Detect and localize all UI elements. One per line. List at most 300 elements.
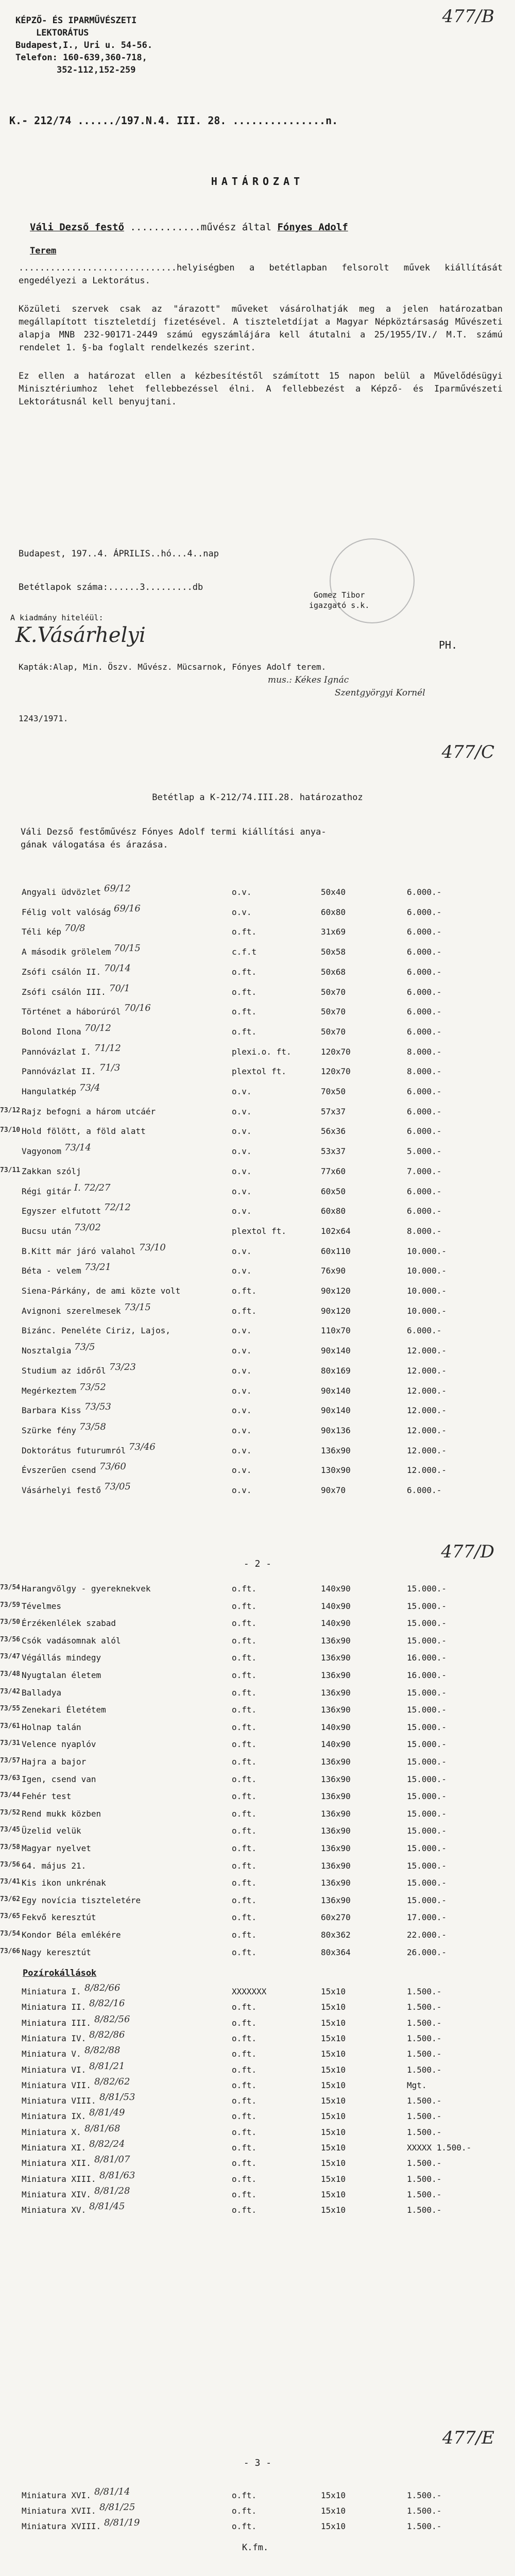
- table-row: [0, 1441, 515, 1459]
- page-number: - 3 -: [243, 2458, 272, 2468]
- price: 12.000.-: [407, 1365, 447, 1376]
- inventory-number: 72/12: [104, 1202, 131, 1213]
- inventory-number: 70/1: [109, 982, 130, 994]
- technique: o.ft.: [232, 2158, 257, 2168]
- inventory-number: 8/81/14: [94, 2486, 130, 2497]
- row-number: 73/65: [0, 1912, 21, 1921]
- price: 1.500.-: [407, 1987, 442, 1996]
- page-id: 477/D: [441, 1541, 494, 1562]
- inventory-number: 73/14: [64, 1142, 91, 1154]
- artwork-title: Bizánc. Peneléte Ciriz, Lajos,: [22, 1326, 170, 1336]
- artwork-title: Zsófi csálón III.: [22, 987, 106, 997]
- technique: o.v.: [232, 907, 252, 917]
- price: 6.000.-: [407, 927, 442, 937]
- technique: o.ft.: [232, 2189, 257, 2199]
- artwork-title: Nagy keresztút: [22, 1947, 91, 1957]
- page-enclosure-2: [0, 1535, 515, 2421]
- table-row: [0, 1616, 515, 1632]
- inventory-number: 73/21: [84, 1262, 111, 1273]
- table-row: [0, 2185, 515, 2203]
- technique: o.v.: [232, 1425, 252, 1435]
- signature-mark: K.fm.: [242, 2543, 269, 2553]
- artwork-title: Miniatura VI.: [22, 2064, 87, 2075]
- table-row: [0, 1876, 515, 1891]
- artwork-title: Miniatura I.: [22, 1987, 81, 1996]
- fee-paragraph: Közületi szervek csak az "árazott" műveket vásárolhatják meg a jelen határozatban megállapított tiszteletdíj fizetésével. A tiszteletdíjat a Magyar Népköztársaság Művészeti alapja MNB 232-90171-2449 számú egyszámlájára kell átutalni a 25/1955/IV./ M.T. számú rendelet 1. §-ba foglalt rendelkezés szerint.: [19, 304, 503, 353]
- technique: o.ft.: [232, 1878, 257, 1888]
- inventory-number: 8/82/56: [94, 2013, 130, 2025]
- row-number: 73/55: [0, 1705, 21, 1713]
- table-row: [0, 2504, 515, 2519]
- technique: o.ft.: [232, 1286, 257, 1296]
- dimensions: 110x70: [321, 1326, 351, 1336]
- technique: o.ft.: [232, 1843, 257, 1853]
- technique: o.ft.: [232, 1026, 257, 1037]
- table-row: [0, 1381, 515, 1399]
- price: 8.000.-: [407, 1226, 442, 1236]
- technique: o.ft.: [232, 2033, 257, 2043]
- artwork-title: Velence nyaplóv: [22, 1739, 96, 1750]
- technique: o.v.: [232, 1405, 252, 1416]
- technique: o.ft.: [232, 2490, 257, 2500]
- dimensions: 60x80: [321, 1206, 346, 1216]
- dimensions: 50x68: [321, 967, 346, 977]
- inventory-number: 73/23: [109, 1361, 136, 1372]
- table-row: [0, 1344, 515, 1359]
- dimensions: 53x37: [321, 1146, 346, 1157]
- inventory-number: 8/82/88: [84, 2045, 121, 2056]
- dimensions: 60x80: [321, 907, 346, 917]
- dimensions: 90x140: [321, 1385, 351, 1396]
- artwork-title: Történet a háborúról: [22, 1007, 121, 1017]
- inventory-number: 69/16: [114, 903, 141, 914]
- handwritten-note: Szentgyörgyi Kornél: [335, 688, 425, 698]
- price: 15.000.-: [407, 1584, 447, 1594]
- recipients-line: Kapták:Alap, Min. Öszv. Művész. Mücsarnok, Fónyes Adolf terem.: [19, 662, 327, 672]
- table-row: [0, 1668, 515, 1684]
- price: 6.000.-: [407, 1026, 442, 1037]
- row-number: 73/57: [0, 1757, 21, 1765]
- technique: o.ft.: [232, 1912, 257, 1923]
- artwork-title: Holnap talán: [22, 1722, 81, 1732]
- technique: o.ft.: [232, 1653, 257, 1663]
- table-row: [0, 2203, 515, 2218]
- permission-text: ..............................helyiségben a betétlapban felsorolt művek kiállítását engedélyezi a Lektorátus.: [19, 263, 503, 286]
- dimensions: 15x10: [321, 1987, 346, 1996]
- dimensions: 70x50: [321, 1087, 346, 1096]
- table-row: [0, 1244, 515, 1260]
- artwork-title: Érzékenlélek szabad: [22, 1618, 116, 1629]
- row-number: 73/48: [0, 1670, 21, 1678]
- technique: XXXXXXX: [232, 1987, 267, 1996]
- row-number: 73/54: [0, 1584, 21, 1591]
- price: 6.000.-: [407, 1126, 442, 1137]
- row-number: 73/12: [0, 1106, 21, 1114]
- artwork-title: Studium az időről: [22, 1365, 106, 1376]
- inventory-number: 73/60: [99, 1461, 126, 1472]
- technique: o.v.: [232, 1346, 252, 1356]
- artwork-title: Miniatura XV.: [22, 2205, 87, 2215]
- artwork-title: Igen, csend van: [22, 1774, 96, 1784]
- institution-header: [15, 14, 152, 76]
- technique: o.ft.: [232, 987, 257, 997]
- table-row: [0, 1599, 515, 1615]
- technique: o.ft.: [232, 2506, 257, 2516]
- artwork-title: Szürke fény: [22, 1425, 76, 1435]
- technique: o.ft.: [232, 2111, 257, 2122]
- artwork-title: Rend mukk közben: [22, 1808, 101, 1819]
- dimensions: 136x90: [321, 1670, 351, 1680]
- price: 6.000.-: [407, 1186, 442, 1196]
- price: 6.000.-: [407, 1326, 442, 1336]
- artwork-title: Miniatura X.: [22, 2127, 81, 2137]
- row-number: 73/31: [0, 1739, 21, 1748]
- table-row: [0, 1124, 515, 1140]
- header-line: LEKTORÁTUS: [36, 28, 89, 38]
- row-number: 73/61: [0, 1722, 21, 1730]
- table-row: [0, 1204, 515, 1219]
- table-row: [0, 2078, 515, 2094]
- table-row: [0, 1105, 515, 1120]
- row-number: 73/50: [0, 1618, 21, 1626]
- technique: o.ft.: [232, 1947, 257, 1957]
- inventory-number: 8/82/62: [94, 2076, 130, 2087]
- header-line: KÉPZŐ- ÉS IPARMŰVÉSZETI: [15, 15, 137, 26]
- dimensions: 136x90: [321, 1808, 351, 1819]
- technique: o.ft.: [232, 2096, 257, 2106]
- price: 6.000.-: [407, 907, 442, 917]
- table-row: [0, 2519, 515, 2535]
- price: 1.500.-: [407, 2174, 442, 2184]
- table-row: [0, 1651, 515, 1666]
- inventory-number: 8/81/28: [94, 2185, 130, 2196]
- artwork-title: Fekvő keresztút: [22, 1912, 96, 1923]
- table-row: [0, 2141, 515, 2156]
- technique: o.v.: [232, 1186, 252, 1196]
- page-id: 477/C: [441, 742, 494, 762]
- technique: o.ft.: [232, 1930, 257, 1940]
- table-row: [0, 1324, 515, 1339]
- table-row: [0, 2094, 515, 2109]
- dimensions: 57x37: [321, 1106, 346, 1116]
- artwork-title: Doktorátus futurumról: [22, 1445, 126, 1455]
- table-row: [0, 905, 515, 921]
- technique: o.ft.: [232, 2018, 257, 2028]
- price: 8.000.-: [407, 1066, 442, 1077]
- artwork-title: Egyszer elfutott: [22, 1206, 101, 1216]
- price: 15.000.-: [407, 1774, 447, 1784]
- inventory-number: 8/82/86: [89, 2029, 125, 2040]
- decision-body: [19, 245, 503, 424]
- row-number: 73/47: [0, 1653, 21, 1661]
- table-row: [0, 962, 515, 980]
- technique: o.ft.: [232, 1895, 257, 1905]
- dimensions: 80x362: [321, 1930, 351, 1940]
- technique: o.v.: [232, 1246, 252, 1256]
- table-row: [0, 1423, 515, 1439]
- table-row: [0, 1910, 515, 1926]
- price: 1.500.-: [407, 2111, 442, 2122]
- price: 5.000.-: [407, 1146, 442, 1157]
- header-line: Telefon: 160-639,360-718,: [15, 53, 147, 63]
- table-row: [0, 1301, 515, 1319]
- dimensions: 120x70: [321, 1066, 351, 1077]
- dimensions: 140x90: [321, 1618, 351, 1629]
- inventory-number: 8/81/63: [99, 2170, 135, 2181]
- inventory-number: 70/14: [104, 962, 131, 974]
- inventory-number: 73/58: [79, 1421, 106, 1432]
- technique: plextol ft.: [232, 1226, 286, 1236]
- technique: o.v.: [232, 1485, 252, 1495]
- artwork-title: Régi gitár: [22, 1186, 72, 1196]
- dimensions: 80x364: [321, 1947, 351, 1957]
- artwork-title: Barbara Kiss: [22, 1405, 81, 1416]
- dimensions: 15x10: [321, 2189, 346, 2199]
- row-number: 73/42: [0, 1687, 21, 1696]
- price: 15.000.-: [407, 1601, 447, 1611]
- row-number: 73/54: [0, 1930, 21, 1938]
- inventory-number: 73/4: [79, 1082, 100, 1093]
- price: 10.000.-: [407, 1286, 447, 1296]
- artwork-title: Hold fölött, a föld alatt: [22, 1126, 146, 1137]
- dimensions: 77x60: [321, 1166, 346, 1176]
- inventory-number: 73/5: [74, 1342, 95, 1353]
- table-row: [0, 2013, 515, 2031]
- artwork-title: Hangulatkép: [22, 1087, 76, 1096]
- dimensions: 15x10: [321, 2127, 346, 2137]
- inventory-number: 73/52: [79, 1381, 106, 1393]
- table-row: [0, 1859, 515, 1874]
- table-row: [0, 1634, 515, 1649]
- inventory-number: 70/8: [64, 923, 85, 934]
- artwork-title: Nosztalgia: [22, 1346, 72, 1356]
- dimensions: 136x90: [321, 1843, 351, 1853]
- inventory-number: 8/82/66: [84, 1982, 121, 1993]
- inventory-number: 8/81/25: [99, 2502, 135, 2513]
- price: 15.000.-: [407, 1739, 447, 1750]
- table-row: [0, 2031, 515, 2047]
- artwork-title: Évszerűen csend: [22, 1465, 96, 1476]
- artwork-title: Tévelmes: [22, 1601, 62, 1611]
- price: 15.000.-: [407, 1705, 447, 1715]
- table-row: [0, 1582, 515, 1597]
- dimensions: 90x120: [321, 1306, 351, 1316]
- price: 1.500.-: [407, 2033, 442, 2043]
- document-number: 1243/1971.: [19, 714, 68, 723]
- technique: o.ft.: [232, 2064, 257, 2075]
- row-number: 73/63: [0, 1774, 21, 1782]
- dimensions: 15x10: [321, 2521, 346, 2531]
- intro-line: gának válogatása és árazása.: [21, 840, 168, 850]
- enclosure-count: Betétlapok száma:......3.........db: [19, 582, 203, 592]
- technique: o.ft.: [232, 1306, 257, 1316]
- price: 15.000.-: [407, 1843, 447, 1853]
- technique: o.ft.: [232, 1687, 257, 1698]
- technique: c.f.t: [232, 947, 257, 957]
- technique: o.ft.: [232, 2049, 257, 2059]
- inventory-number: 71/3: [99, 1062, 121, 1074]
- table-row: [0, 1284, 515, 1299]
- price: 15.000.-: [407, 1791, 447, 1802]
- technique: o.v.: [232, 1465, 252, 1476]
- inventory-number: 8/81/19: [104, 2517, 140, 2528]
- price: 6.000.-: [407, 1087, 442, 1096]
- dimensions: 56x36: [321, 1126, 346, 1137]
- inventory-number: 70/12: [84, 1022, 111, 1033]
- inventory-number: 8/81/07: [94, 2154, 130, 2165]
- price: 6.000.-: [407, 967, 442, 977]
- page-number: - 2 -: [243, 1558, 272, 1569]
- artwork-title: 64. május 21.: [22, 1860, 87, 1871]
- table-row: [0, 1893, 515, 1909]
- dimensions: 76x90: [321, 1266, 346, 1276]
- table-row: [0, 925, 515, 940]
- artwork-title: Zakkan szólj: [22, 1166, 81, 1176]
- row-number: 73/56: [0, 1860, 21, 1869]
- technique: plextol ft.: [232, 1066, 286, 1077]
- table-row: [0, 1005, 515, 1020]
- artwork-title: Miniatura IX.: [22, 2111, 87, 2122]
- technique: o.ft.: [232, 2521, 257, 2531]
- price: 12.000.-: [407, 1465, 447, 1476]
- inventory-number: 70/16: [124, 1003, 151, 1014]
- row-number: 73/66: [0, 1947, 21, 1955]
- technique: o.v.: [232, 1206, 252, 1216]
- price: 12.000.-: [407, 1425, 447, 1435]
- dimensions: 15x10: [321, 2205, 346, 2215]
- price: 8.000.-: [407, 1046, 442, 1057]
- price: 16.000.-: [407, 1670, 447, 1680]
- technique: o.v.: [232, 1365, 252, 1376]
- table-row: [0, 1022, 515, 1040]
- technique: o.v.: [232, 1146, 252, 1157]
- price: 6.000.-: [407, 1106, 442, 1116]
- technique: o.v.: [232, 1126, 252, 1137]
- row-number: 73/41: [0, 1878, 21, 1886]
- table-row: [0, 1164, 515, 1180]
- dimensions: 120x70: [321, 1046, 351, 1057]
- price: 6.000.-: [407, 887, 442, 897]
- artwork-title: B.Kitt már járó valahol: [22, 1246, 136, 1256]
- price: 22.000.-: [407, 1930, 447, 1940]
- technique: o.ft.: [232, 2080, 257, 2090]
- table-row: [0, 1084, 515, 1100]
- inventory-number: 73/02: [74, 1222, 101, 1233]
- table-row: [0, 1703, 515, 1718]
- dimensions: 60x270: [321, 1912, 351, 1923]
- dimensions: 15x10: [321, 2002, 346, 2012]
- artwork-title: A második grölelem: [22, 947, 111, 957]
- dimensions: 140x90: [321, 1601, 351, 1611]
- price: 6.000.-: [407, 947, 442, 957]
- intro-line: Váli Dezső festőművész Fónyes Adolf termi kiállítási anya-: [21, 827, 327, 837]
- dimensions: 136x90: [321, 1774, 351, 1784]
- dimensions: 136x90: [321, 1757, 351, 1767]
- technique: o.ft.: [232, 2002, 257, 2012]
- table-row: [0, 2060, 515, 2078]
- artwork-title: Egy novícia tiszteletére: [22, 1895, 141, 1905]
- technique: o.ft.: [232, 1670, 257, 1680]
- artwork-title: Miniatura V.: [22, 2049, 81, 2059]
- technique: o.v.: [232, 1266, 252, 1276]
- artwork-title: Hajra a bajor: [22, 1757, 87, 1767]
- table-row: [0, 1686, 515, 1701]
- dimensions: 15x10: [321, 2158, 346, 2168]
- appeal-paragraph: Ez ellen a határozat ellen a kézbesítéstől számított 15 napon belül a Művelődésügyi Minisztériumhoz lehet fellebbezéssel élni. A fellebbezést a Képző- és Iparművészeti Lektorátusnál kell benyujtani.: [19, 371, 503, 407]
- table-row: [0, 1928, 515, 1943]
- artwork-title: Miniatura XI.: [22, 2143, 87, 2153]
- technique: o.ft.: [232, 1739, 257, 1750]
- price: 1.500.-: [407, 2506, 442, 2516]
- table-row: [0, 1737, 515, 1753]
- price: 6.000.-: [407, 1007, 442, 1017]
- technique: o.ft.: [232, 1601, 257, 1611]
- dimensions: 15x10: [321, 2143, 346, 2153]
- price: 1.500.-: [407, 2096, 442, 2106]
- venue-name-2: Terem: [30, 246, 57, 256]
- table-row: [0, 1824, 515, 1839]
- artwork-title: Miniatura II.: [22, 2002, 87, 2012]
- artwork-title: Miniatura XVIII.: [22, 2521, 101, 2531]
- inventory-number: 8/82/16: [89, 1998, 125, 2009]
- dimensions: 15x10: [321, 2064, 346, 2075]
- artwork-title: Vásárhelyi festő: [22, 1485, 101, 1495]
- dimensions: 136x90: [321, 1860, 351, 1871]
- inventory-number: 71/12: [94, 1042, 121, 1054]
- dimensions: 15x10: [321, 2049, 346, 2059]
- dimensions: 50x58: [321, 947, 346, 957]
- price: 16.000.-: [407, 1653, 447, 1663]
- technique: o.v.: [232, 1385, 252, 1396]
- table-row: [0, 2000, 515, 2015]
- technique: o.ft.: [232, 1705, 257, 1715]
- table-row: [0, 1807, 515, 1822]
- artwork-title: Kis ikon unkrénak: [22, 1878, 106, 1888]
- price: 1.500.-: [407, 2002, 442, 2012]
- artwork-title: Balladya: [22, 1687, 62, 1698]
- page-enclosure-3: [0, 2421, 515, 2576]
- section-label: Pozírokállások: [23, 1968, 97, 1978]
- technique: o.ft.: [232, 1635, 257, 1646]
- reference-number: K.- 212/74 ....../197.N.4. III. 28. ...............n.: [9, 114, 338, 127]
- technique: o.ft.: [232, 1791, 257, 1802]
- dimensions: 136x90: [321, 1653, 351, 1663]
- table-row: [0, 1224, 515, 1240]
- row-number: 73/44: [0, 1791, 21, 1800]
- artwork-title: Üzelid velük: [22, 1826, 81, 1836]
- artwork-title: Miniatura IV.: [22, 2033, 87, 2043]
- artwork-title: Magyar nyelvet: [22, 1843, 91, 1853]
- dimensions: 50x70: [321, 1007, 346, 1017]
- technique: o.ft.: [232, 2127, 257, 2137]
- inventory-number: 69/12: [104, 883, 131, 894]
- technique: plexi.o. ft.: [232, 1046, 291, 1057]
- artwork-title: Siena-Párkány, de ami közte volt: [22, 1286, 181, 1296]
- issue-date: Budapest, 197..4. ÁPRILIS..hó...4..nap: [19, 549, 219, 559]
- signature: K.Vásárhelyi: [15, 623, 146, 647]
- dimensions: 90x140: [321, 1346, 351, 1356]
- artist-name: Váli Dezső festő: [30, 222, 125, 233]
- row-number: 73/58: [0, 1843, 21, 1851]
- artwork-title: Kondor Béla emlékére: [22, 1930, 121, 1940]
- row-number: 73/10: [0, 1126, 21, 1134]
- price: 15.000.-: [407, 1808, 447, 1819]
- artwork-title: Miniatura VIII.: [22, 2096, 96, 2106]
- technique: o.ft.: [232, 1774, 257, 1784]
- artwork-title: Megérkeztem: [22, 1385, 76, 1396]
- inventory-number: 73/15: [124, 1301, 151, 1313]
- page-enclosure-1: [0, 736, 515, 1535]
